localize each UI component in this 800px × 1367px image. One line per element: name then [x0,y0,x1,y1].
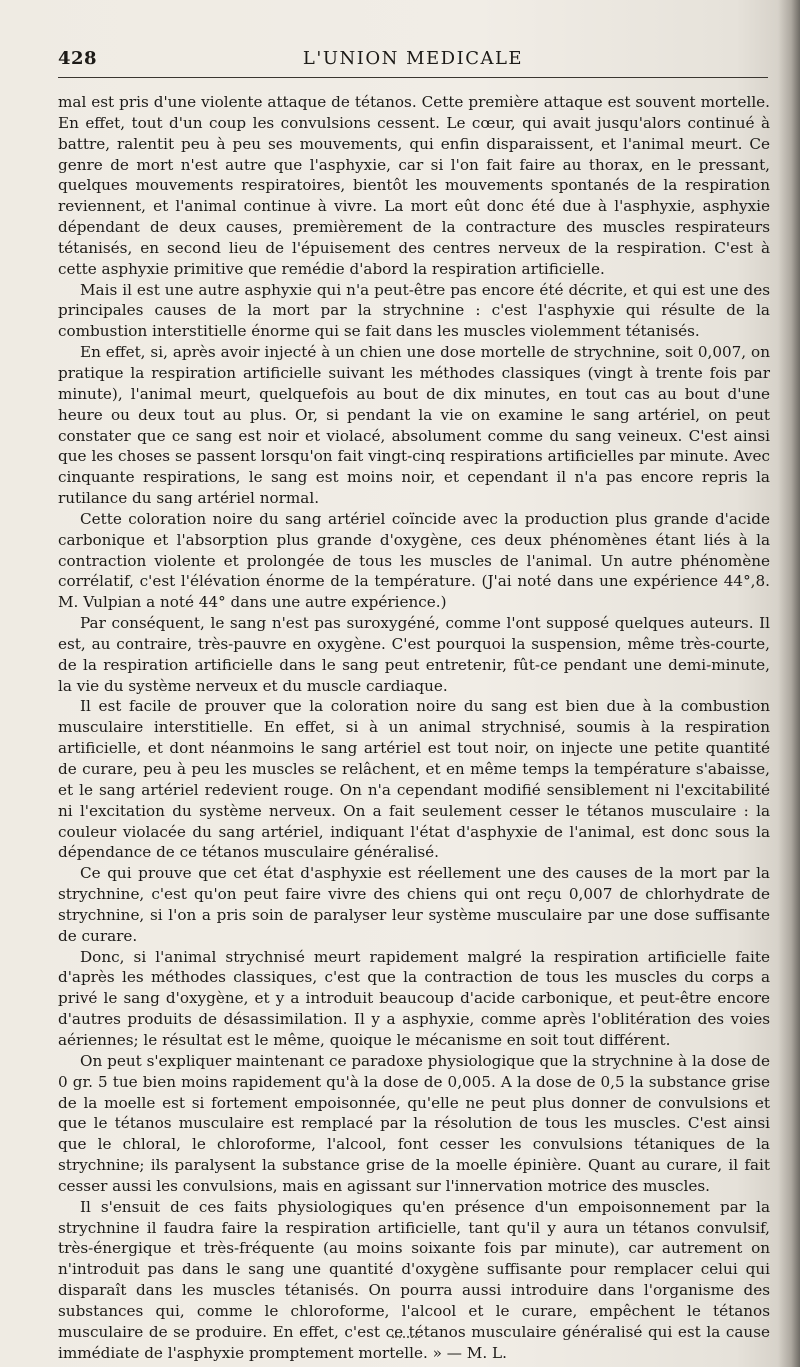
paragraph: Donc, si l'animal strychnisé meurt rapidement malgré la respiration artificielle faite d'après les méthodes classiques, c'est que la contraction de tous les muscles du corps a privé le sang d'oxygène, et y a introduit beaucoup d'acide carbonique, et peut-être encore d'autres produits de désassimilation. Il y a asphyxie, comme après l'oblitération des voies aériennes; le résultat est le même, quoique le mécanisme en soit tout différent. [58,947,770,1049]
paragraph: mal est pris d'une violente attaque de tétanos. Cette première attaque est souvent mortelle. En effet, tout d'un coup les convulsions cessent. Le cœur, qui avait jusqu'alors continué à battre, ralentit peu à peu ses mouvements, qui enfin disparaissent, et l'animal meurt. Ce genre de mort n'est autre que l'asphyxie, car si l'on fait faire au thorax, en le pressant, quelques mouvements respiratoires, bientôt les mouvements spontanés de la respiration reviennent, et l'animal continue à vivre. La mort eût donc été due à l'asphyxie, asphyxie dépendant de deux causes, premièrement de la contracture des muscles respirateurs tétanisés, en second lieu de l'épuisement des centres nerveux de la respiration. C'est à cette asphyxie primitive que remédie d'abord la respiration artificielle. [58,93,770,278]
running-title: L'UNION MEDICALE [302,48,524,69]
page-header [58,46,768,76]
paragraph: Ce qui prouve que cet état d'asphyxie est réellement une des causes de la mort par la strychnine, c'est qu'on peut faire vivre des chiens qui ont reçu 0,007 de chlorhydrate de strychnine, si l'on a pris soin de paralyser leur système musculaire par une dose suffisante de curare. [58,864,770,945]
paragraph: Par conséquent, le sang n'est pas suroxygéné, comme l'ont supposé quelques auteurs. Il est, au contraire, très-pauvre en oxygène. C'est pourquoi la suspension, même très-courte, de la respiration artificielle dans le sang peut entretenir, fût-ce pendant une demi-minute, la vie du système nerveux et du muscle cardiaque. [58,614,770,695]
article-body [58,92,770,1363]
book-spine-shadow [778,0,800,1367]
paragraph: Cette coloration noire du sang artériel coïncide avec la production plus grande d'acide carbonique et l'absorption plus grande d'oxygène, ces deux phénomènes étant liés à la contraction violente et prolongée de tous les muscles de l'animal. Un autre phénomène corrélatif, c'est l'élévation énorme de la température. (J'ai noté dans une expérience 44°,8. M. Vulpian a noté 44° dans une autre expérience.) [58,509,770,612]
paragraph-final: Il s'ensuit de ces faits physiologiques qu'en présence d'un empoisonnement par la strychnine il faudra faire la respiration artificielle, tant qu'il y aura un tétanos convulsif, très-énergique et très-fréquente (au moins soixante fois par minute), car autrement on n'introduit pas dans le sang une quantité d'oxygène suffisante pour remplacer celui qui disparaît dans les muscles tétanisés. On pourra aussi introduire dans l'organisme des substances qui, comme le chloroforme, l'alcool et le curare, empêchent le tétanos musculaire de se produire. En effet, c'est ce tétanos musculaire généralisé qui est la cause immédiate de l'asphyxie promptement mortelle. » — M. L. [58,1197,770,1362]
paragraph: Il est facile de prouver que la coloration noire du sang est bien due à la combustion musculaire interstitielle. En effet, si à un animal strychnisé, soumis à la respiration artificielle, et dont néanmoins le sang artériel est tout noir, on injecte une petite quantité de curare, peu à peu les muscles se relâchent, et en même temps la température s'abaisse, et le sang artériel redevient rouge. On n'a cependant modifié sensiblement ni l'excitabilité ni l'excitation du système nerveux. On a fait seulement cesser le tétanos musculaire : la couleur violacée du sang artériel, indiquant l'état d'asphyxie de l'animal, est donc sous la dépendance de ce tétanos musculaire généralisé. [58,697,770,862]
page-number: 428 [58,48,98,69]
paragraph: On peut s'expliquer maintenant ce paradoxe physiologique que la strychnine à la dose de 0 gr. 5 tue bien moins rapidement qu'à la dose de 0,005. A la dose de 0,5 la substance grise de la moelle est si fortement empoisonnée, qu'elle ne peut plus donner de convulsions et que le tétanos musculaire est remplacé par la résolution de tous les muscles. C'est ainsi que le chloral, le chloroforme, l'alcool, font cesser les convulsions tétaniques de la strychnine; ils paralysent la substance grise de la moelle épinière. Quant au curare, il fait cesser aussi les convulsions, mais en agissant sur l'innervation motrice des muscles. [58,1051,770,1195]
paragraph: Mais il est une autre asphyxie qui n'a peut-être pas encore été décrite, et qui est une des principales causes de la mort par la strychnine : c'est l'asphyxie qui résulte de la combustion interstitielle énorme qui se fait dans les muscles violemment tétanisés. [58,280,770,341]
paragraph: En effet, si, après avoir injecté à un chien une dose mortelle de strychnine, soit 0,007, on pratique la respiration artificielle suivant les méthodes classiques (vingt à trente fois par minute), l'animal meurt, quelquefois au bout de dix minutes, en tout cas au bout d'une heure ou deux tout au plus. Or, si pendant la vie on examine le sang artériel, on peut constater que ce sang est noir et violacé, absolument comme du sang veineux. C'est ainsi que les choses se passent lorsqu'on fait vingt-cinq respirations artificielles par minute. Avec cinquante respirations, le sang est moins noir, et cependant il n'a pas encore repris la rutilance du sang artériel normal. [58,343,770,508]
end-ornament [392,1336,420,1344]
header-rule [58,77,768,78]
